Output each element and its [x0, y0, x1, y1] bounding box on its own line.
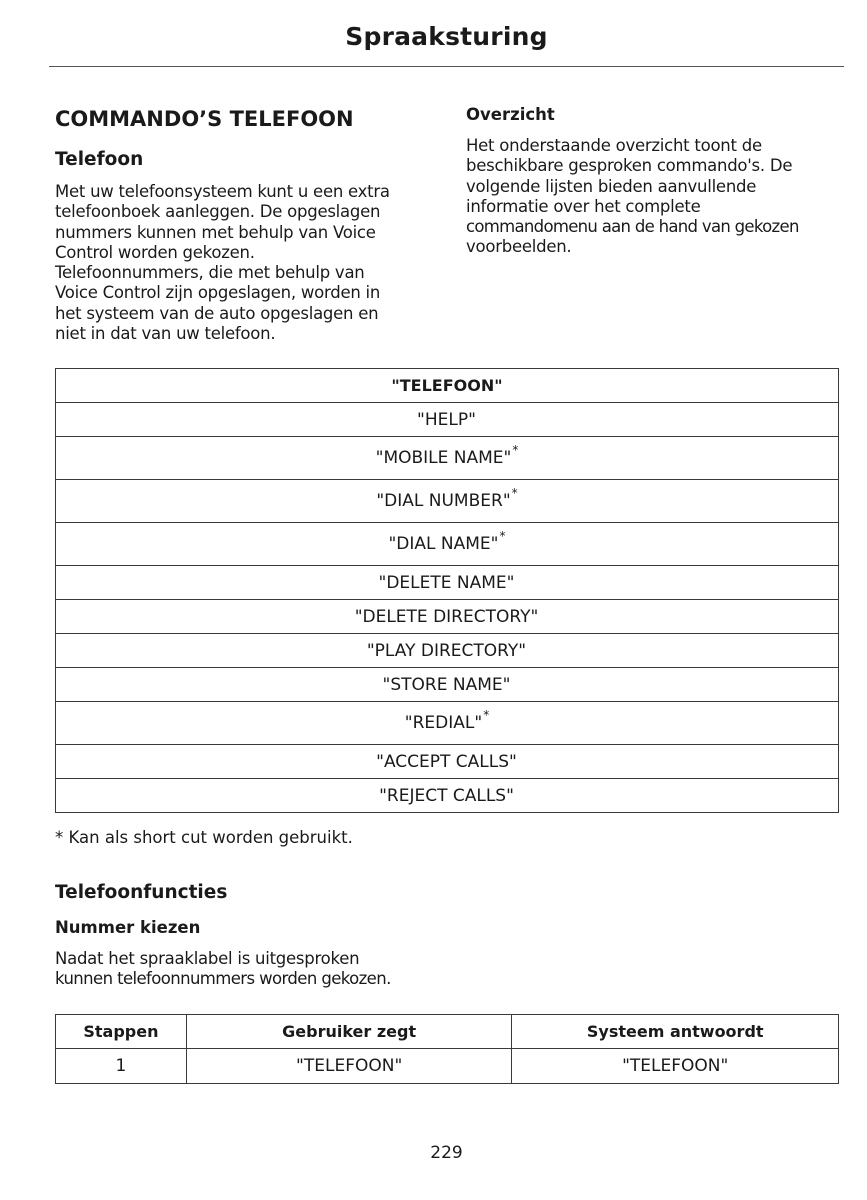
- intro-paragraph: [55, 182, 435, 344]
- shortcut-star: *: [483, 708, 490, 722]
- table-row: [56, 523, 839, 566]
- paragraph-line: het systeem van de auto opgeslagen en: [55, 303, 379, 323]
- command-cell: [56, 566, 839, 600]
- column-header-system-responds: Systeem antwoordt: [512, 1015, 839, 1049]
- command-cell: [56, 600, 839, 634]
- command-cell: [56, 403, 839, 437]
- column-header-user-says: Gebruiker zegt: [186, 1015, 512, 1049]
- command-label: "REJECT CALLS": [379, 785, 514, 806]
- command-label: "DELETE DIRECTORY": [354, 606, 539, 627]
- command-label: "MOBILE NAME": [375, 448, 512, 468]
- command-label: "PLAY DIRECTORY": [366, 640, 527, 661]
- table-header-row: [56, 1015, 839, 1049]
- paragraph-line: voorbeelden.: [466, 237, 572, 257]
- overview-paragraph: [466, 136, 846, 258]
- table-header-cell: "TELEFOON": [56, 369, 839, 403]
- command-label: "DIAL NUMBER": [376, 491, 511, 511]
- table-row: [56, 403, 839, 437]
- shortcut-star: *: [512, 443, 519, 457]
- steps-table: [55, 1014, 839, 1084]
- page-title: Spraaksturing: [345, 22, 548, 51]
- paragraph-line: Het onderstaande overzicht toont de: [466, 136, 762, 155]
- functions-section: [55, 880, 475, 990]
- command-label: "REDIAL": [404, 713, 483, 733]
- right-column: [466, 104, 846, 258]
- table-row: [56, 745, 839, 779]
- paragraph-line: informatie over het complete: [466, 196, 701, 216]
- paragraph-line: Nadat het spraaklabel is uitgesproken: [55, 949, 360, 968]
- table-row: [56, 566, 839, 600]
- command-table: [55, 368, 839, 813]
- paragraph-line: Met uw telefoonsysteem kunt u een extra: [55, 182, 390, 201]
- command-cell: [56, 668, 839, 702]
- table-row: [56, 702, 839, 745]
- command-label: "DIAL NAME": [388, 534, 499, 554]
- table-row: [56, 480, 839, 523]
- paragraph-line: Telefoonnummers, die met behulp van: [55, 263, 365, 283]
- paragraph-line: Voice Control zijn opgeslagen, worden in: [55, 283, 381, 303]
- table-row: [56, 668, 839, 702]
- step-number-cell: 1: [56, 1049, 187, 1084]
- paragraph-line: volgende lijsten bieden aanvullende: [466, 176, 757, 196]
- command-cell: [56, 745, 839, 779]
- table-row: [56, 1049, 839, 1084]
- header-divider: [49, 66, 844, 67]
- user-says-cell: "TELEFOON": [186, 1049, 512, 1084]
- system-responds-cell: "TELEFOON": [512, 1049, 839, 1084]
- command-cell: [56, 523, 839, 566]
- page-number: 229: [430, 1143, 463, 1163]
- command-label: "HELP": [417, 409, 476, 430]
- table-row: [56, 779, 839, 813]
- paragraph-line: commandomenu aan de hand van gekozen: [466, 217, 799, 237]
- command-cell: [56, 702, 839, 745]
- paragraph-line: Control worden gekozen.: [55, 242, 255, 262]
- paragraph-line: telefoonboek aanleggen. De opgeslagen: [55, 202, 381, 222]
- command-label: "ACCEPT CALLS": [376, 751, 517, 772]
- functions-heading: Telefoonfuncties: [55, 882, 228, 903]
- command-cell: [56, 437, 839, 480]
- functions-paragraph: [55, 949, 475, 990]
- paragraph-line: nummers kunnen met behulp van Voice: [55, 222, 376, 242]
- overview-heading: Overzicht: [466, 105, 555, 124]
- shortcut-star: *: [511, 486, 518, 500]
- command-cell: [56, 779, 839, 813]
- table-header-row: [56, 369, 839, 403]
- dial-number-heading: Nummer kiezen: [55, 918, 201, 937]
- table-row: [56, 634, 839, 668]
- table-row: [56, 600, 839, 634]
- table-row: [56, 437, 839, 480]
- section-heading: COMMANDO’S TELEFOON: [55, 107, 354, 131]
- command-label: "STORE NAME": [382, 674, 511, 695]
- subsection-heading: Telefoon: [55, 149, 144, 170]
- paragraph-line: niet in dat van uw telefoon.: [55, 324, 276, 344]
- paragraph-line: beschikbare gesproken commando's. De: [466, 156, 793, 176]
- shortcut-star: *: [499, 529, 506, 543]
- command-label: "DELETE NAME": [378, 572, 515, 593]
- command-cell: [56, 634, 839, 668]
- paragraph-line: kunnen telefoonnummers worden gekozen.: [55, 969, 391, 989]
- command-cell: [56, 480, 839, 523]
- column-header-steps: Stappen: [56, 1015, 187, 1049]
- footnote: * Kan als short cut worden gebruikt.: [55, 828, 353, 847]
- left-column: [55, 104, 435, 344]
